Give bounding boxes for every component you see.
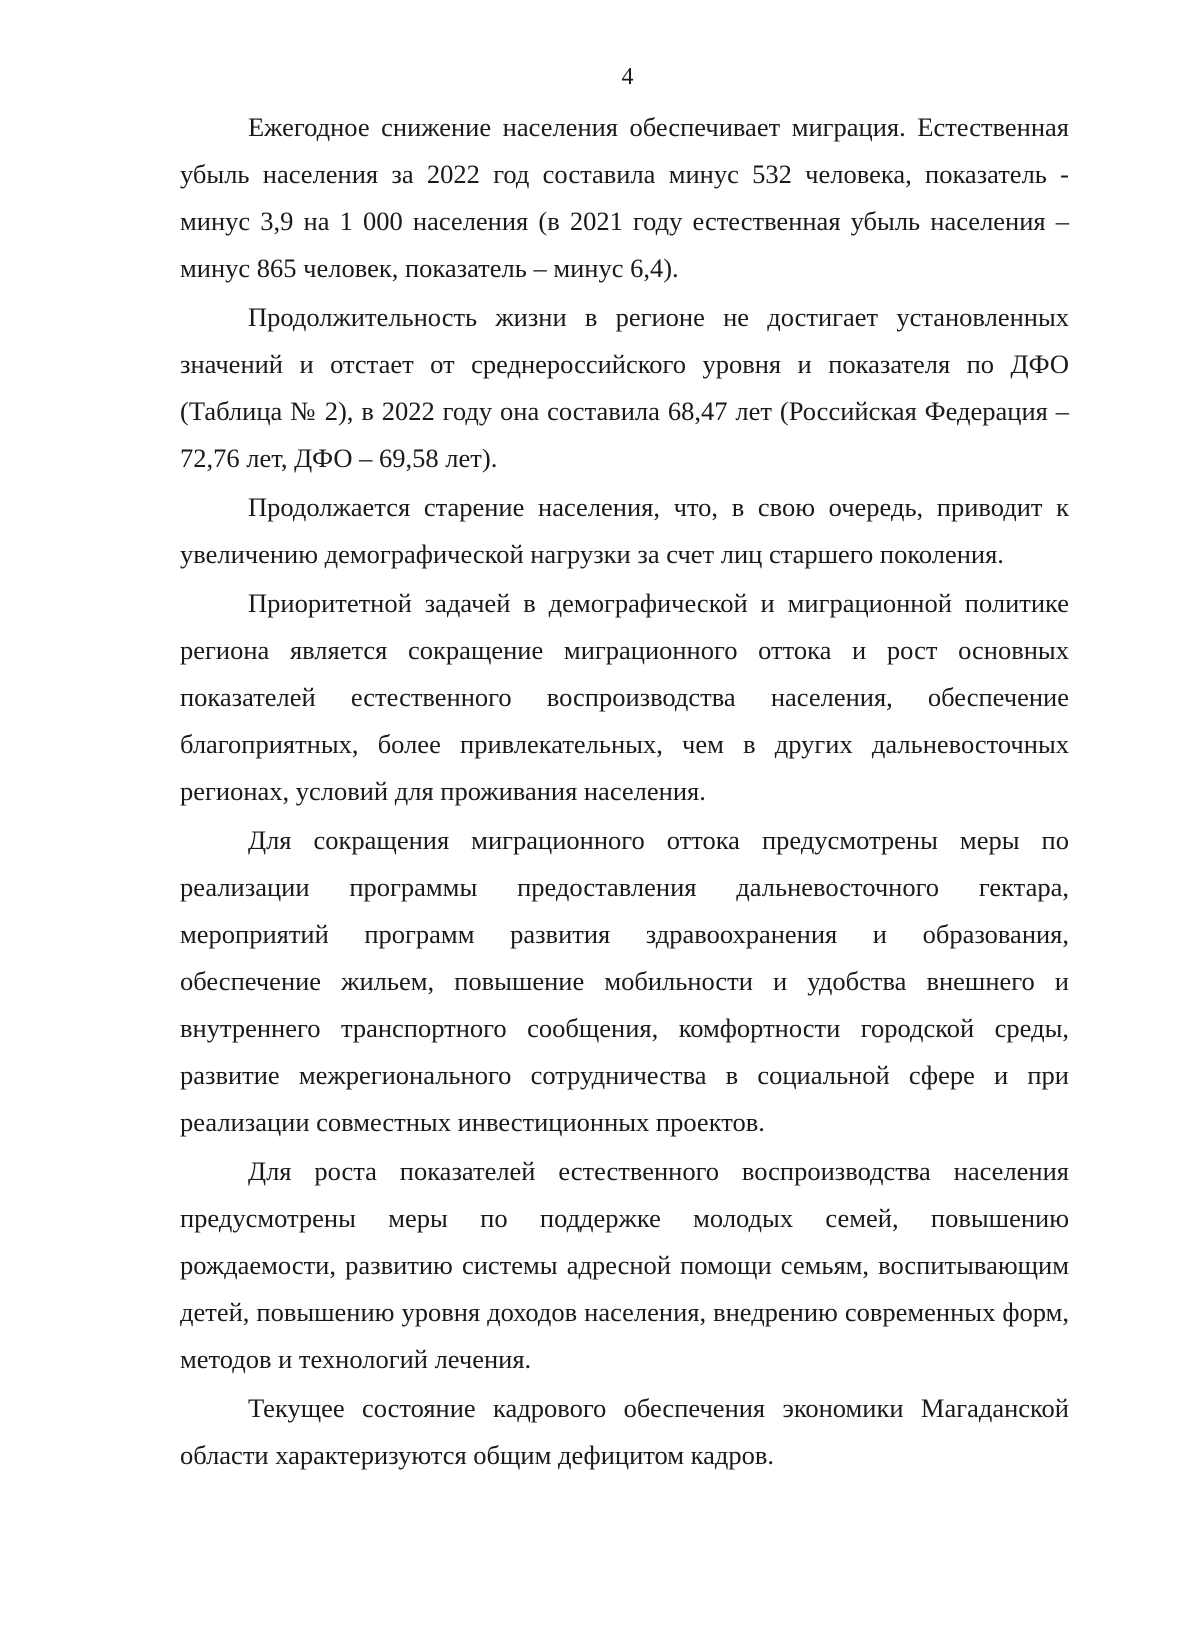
paragraph-migration-measures: Для сокращения миграционного оттока предусмотрены меры по реализации программы предоставления дальневосточного гектара, мероприятий программ развития здравоохранения и образования, обеспечение жильем, повышение мобильности и удобства внешнего и внутреннего транспортного сообщения, комфортности городской среды, развитие межрегионального сотрудничества в социальной сфере и при реализации совместных инвестиционных проектов.	[180, 825, 1069, 1137]
paragraph-priority-task: Приоритетной задачей в демографической и миграционной политике региона является сокращение миграционного оттока и рост основных показателей естественного воспроизводства населения, обеспечение благоприятных, более привлекательных, чем в других дальневосточных регионах, условий для проживания населения.	[180, 588, 1069, 806]
paragraph-life-expectancy: Продолжительность жизни в регионе не достигает установленных значений и отстает от среднероссийского уровня и показателя по ДФО (Таблица № 2), в 2022 году она составила 68,47 лет (Российская Федерация – 72,76 лет, ДФО – 69,58 лет).	[180, 302, 1069, 473]
paragraph-population-aging: Продолжается старение населения, что, в свою очередь, приводит к увеличению демографической нагрузки за счет лиц старшего поколения.	[180, 492, 1069, 569]
paragraph-reproduction-measures: Для роста показателей естественного воспроизводства населения предусмотрены меры по поддержке молодых семей, повышению рождаемости, развитию системы адресной помощи семьям, воспитывающим детей, повышению уровня доходов населения, внедрению современных форм, методов и технологий лечения.	[180, 1156, 1069, 1374]
paragraph-population-decline: Ежегодное снижение населения обеспечивает миграция. Естественная убыль населения за 2022 год составила минус 532 человека, показатель - минус 3,9 на 1 000 населения (в 2021 году естественная убыль населения – минус 865 человек, показатель – минус 6,4).	[180, 112, 1069, 283]
paragraph-staffing-deficit: Текущее состояние кадрового обеспечения экономики Магаданской области характеризуются общим дефицитом кадров.	[180, 1393, 1069, 1470]
page-number: 4	[621, 64, 634, 90]
document-body	[180, 104, 1069, 1481]
